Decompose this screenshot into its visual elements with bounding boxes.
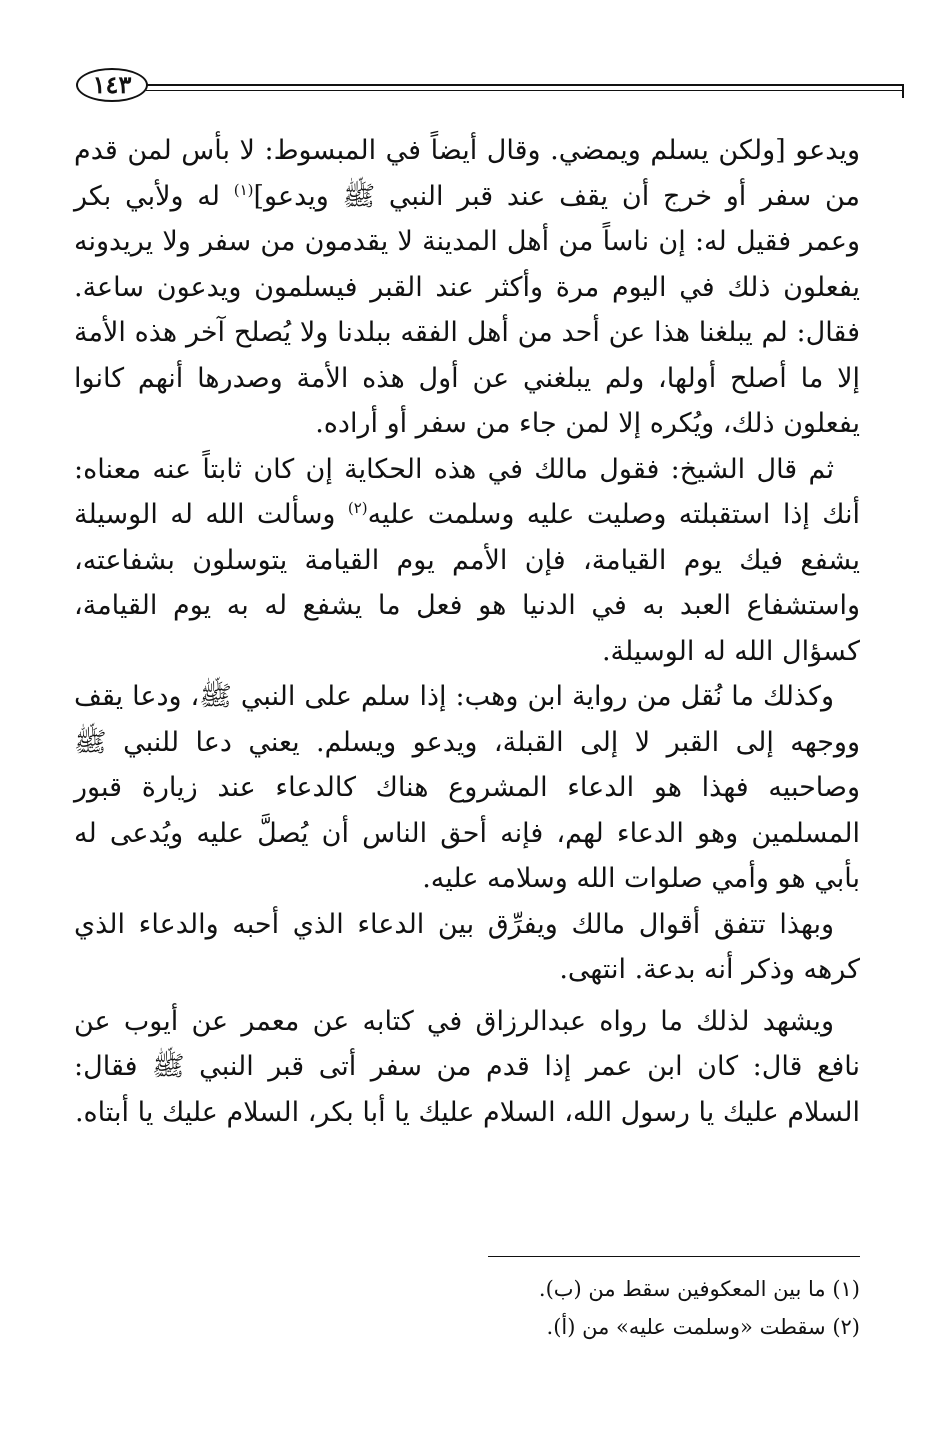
footnote-ref-2: (٢): [347, 499, 368, 517]
header-rule-thin: [146, 90, 904, 91]
paragraph: وكذلك ما نُقل من رواية ابن وهب: إذا سلم على النبي ﷺ، ودعا يقف ووجهه إلى القبر لا إلى القبلة، ويدعو ويسلم. يعني دعا للنبي ﷺ وصاحبيه فهذا هو الدعاء المشروع هناك كالدعاء عند زيارة قبور المسلمين وهو الدعاء لهم، فإنه أحق الناس أن يُصلَّ عليه ويُدعى له بأبي هو وأمي صلوات الله وسلامه عليه.: [74, 681, 860, 894]
body-text: [74, 128, 860, 1135]
footnote-2: (٢) سقطت «وسلمت عليه» من (أ).: [546, 1315, 860, 1339]
paragraph: وبهذا تتفق أقوال مالك ويفرِّق بين الدعاء الذي أحبه والدعاء الذي كرهه وذكر أنه بدعة. انتهى.: [74, 908, 860, 985]
header-rule: [146, 84, 904, 86]
footnote-1: (١) ما بين المعكوفين سقط من (ب).: [538, 1277, 860, 1301]
paragraph: ويدعو [ولكن يسلم ويمضي. وقال أيضاً في المبسوط: لا بأس لمن قدم من سفر أو خرج أن يقف عند قبر النبي ﷺ ويدعو]$^{(١)}$ له ولأبي بكر وعمر فقيل له: إن ناساً من أهل المدينة لا يقدمون من سفر ولا يريدونه يفعلون ذلك في اليوم مرة وأكثر عند القبر فيسلمون ويدعون ساعة. فقال: لم يبلغنا هذا عن أحد من أهل الفقه ببلدنا ولا يُصلح آخر هذه الأمة إلا ما أصلح أولها، ولم يبلغني عن أول هذه الأمة وصدرها أنهم كانوا يفعلون ذلك، ويُكره إلا لمن جاء من سفر أو أراده.: [74, 135, 860, 439]
header-rule-end: [902, 84, 904, 98]
paragraph: ثم قال الشيخ: فقول مالك في هذه الحكاية إن كان ثابتاً عنه معناه: أنك إذا استقبلته وصليت عليه وسلمت عليه$^{(٢)}$ وسألت الله له الوسيلة يشفع فيك يوم القيامة، فإن الأمم يوم القيامة يتوسلون بشفاعته، واستشفاع العبد به في الدنيا هو فعل ما يشفع له به يوم القيامة، كسؤال الله له الوسيلة.: [74, 453, 860, 667]
footnote-ref-1: (١): [233, 180, 254, 199]
paragraph: ويشهد لذلك ما رواه عبدالرزاق في كتابه عن معمر عن أيوب عن نافع قال: كان ابن عمر إذا قدم من سفر أتى قبر النبي ﷺ فقال: السلام عليك يا رسول الله، السلام عليك يا أبا بكر، السلام عليك يا أبتاه.: [74, 1005, 860, 1128]
footnotes: [74, 1270, 860, 1346]
page-header: [76, 66, 904, 108]
page-number: ١٤٣: [76, 68, 148, 102]
footnote-separator: [488, 1256, 860, 1257]
